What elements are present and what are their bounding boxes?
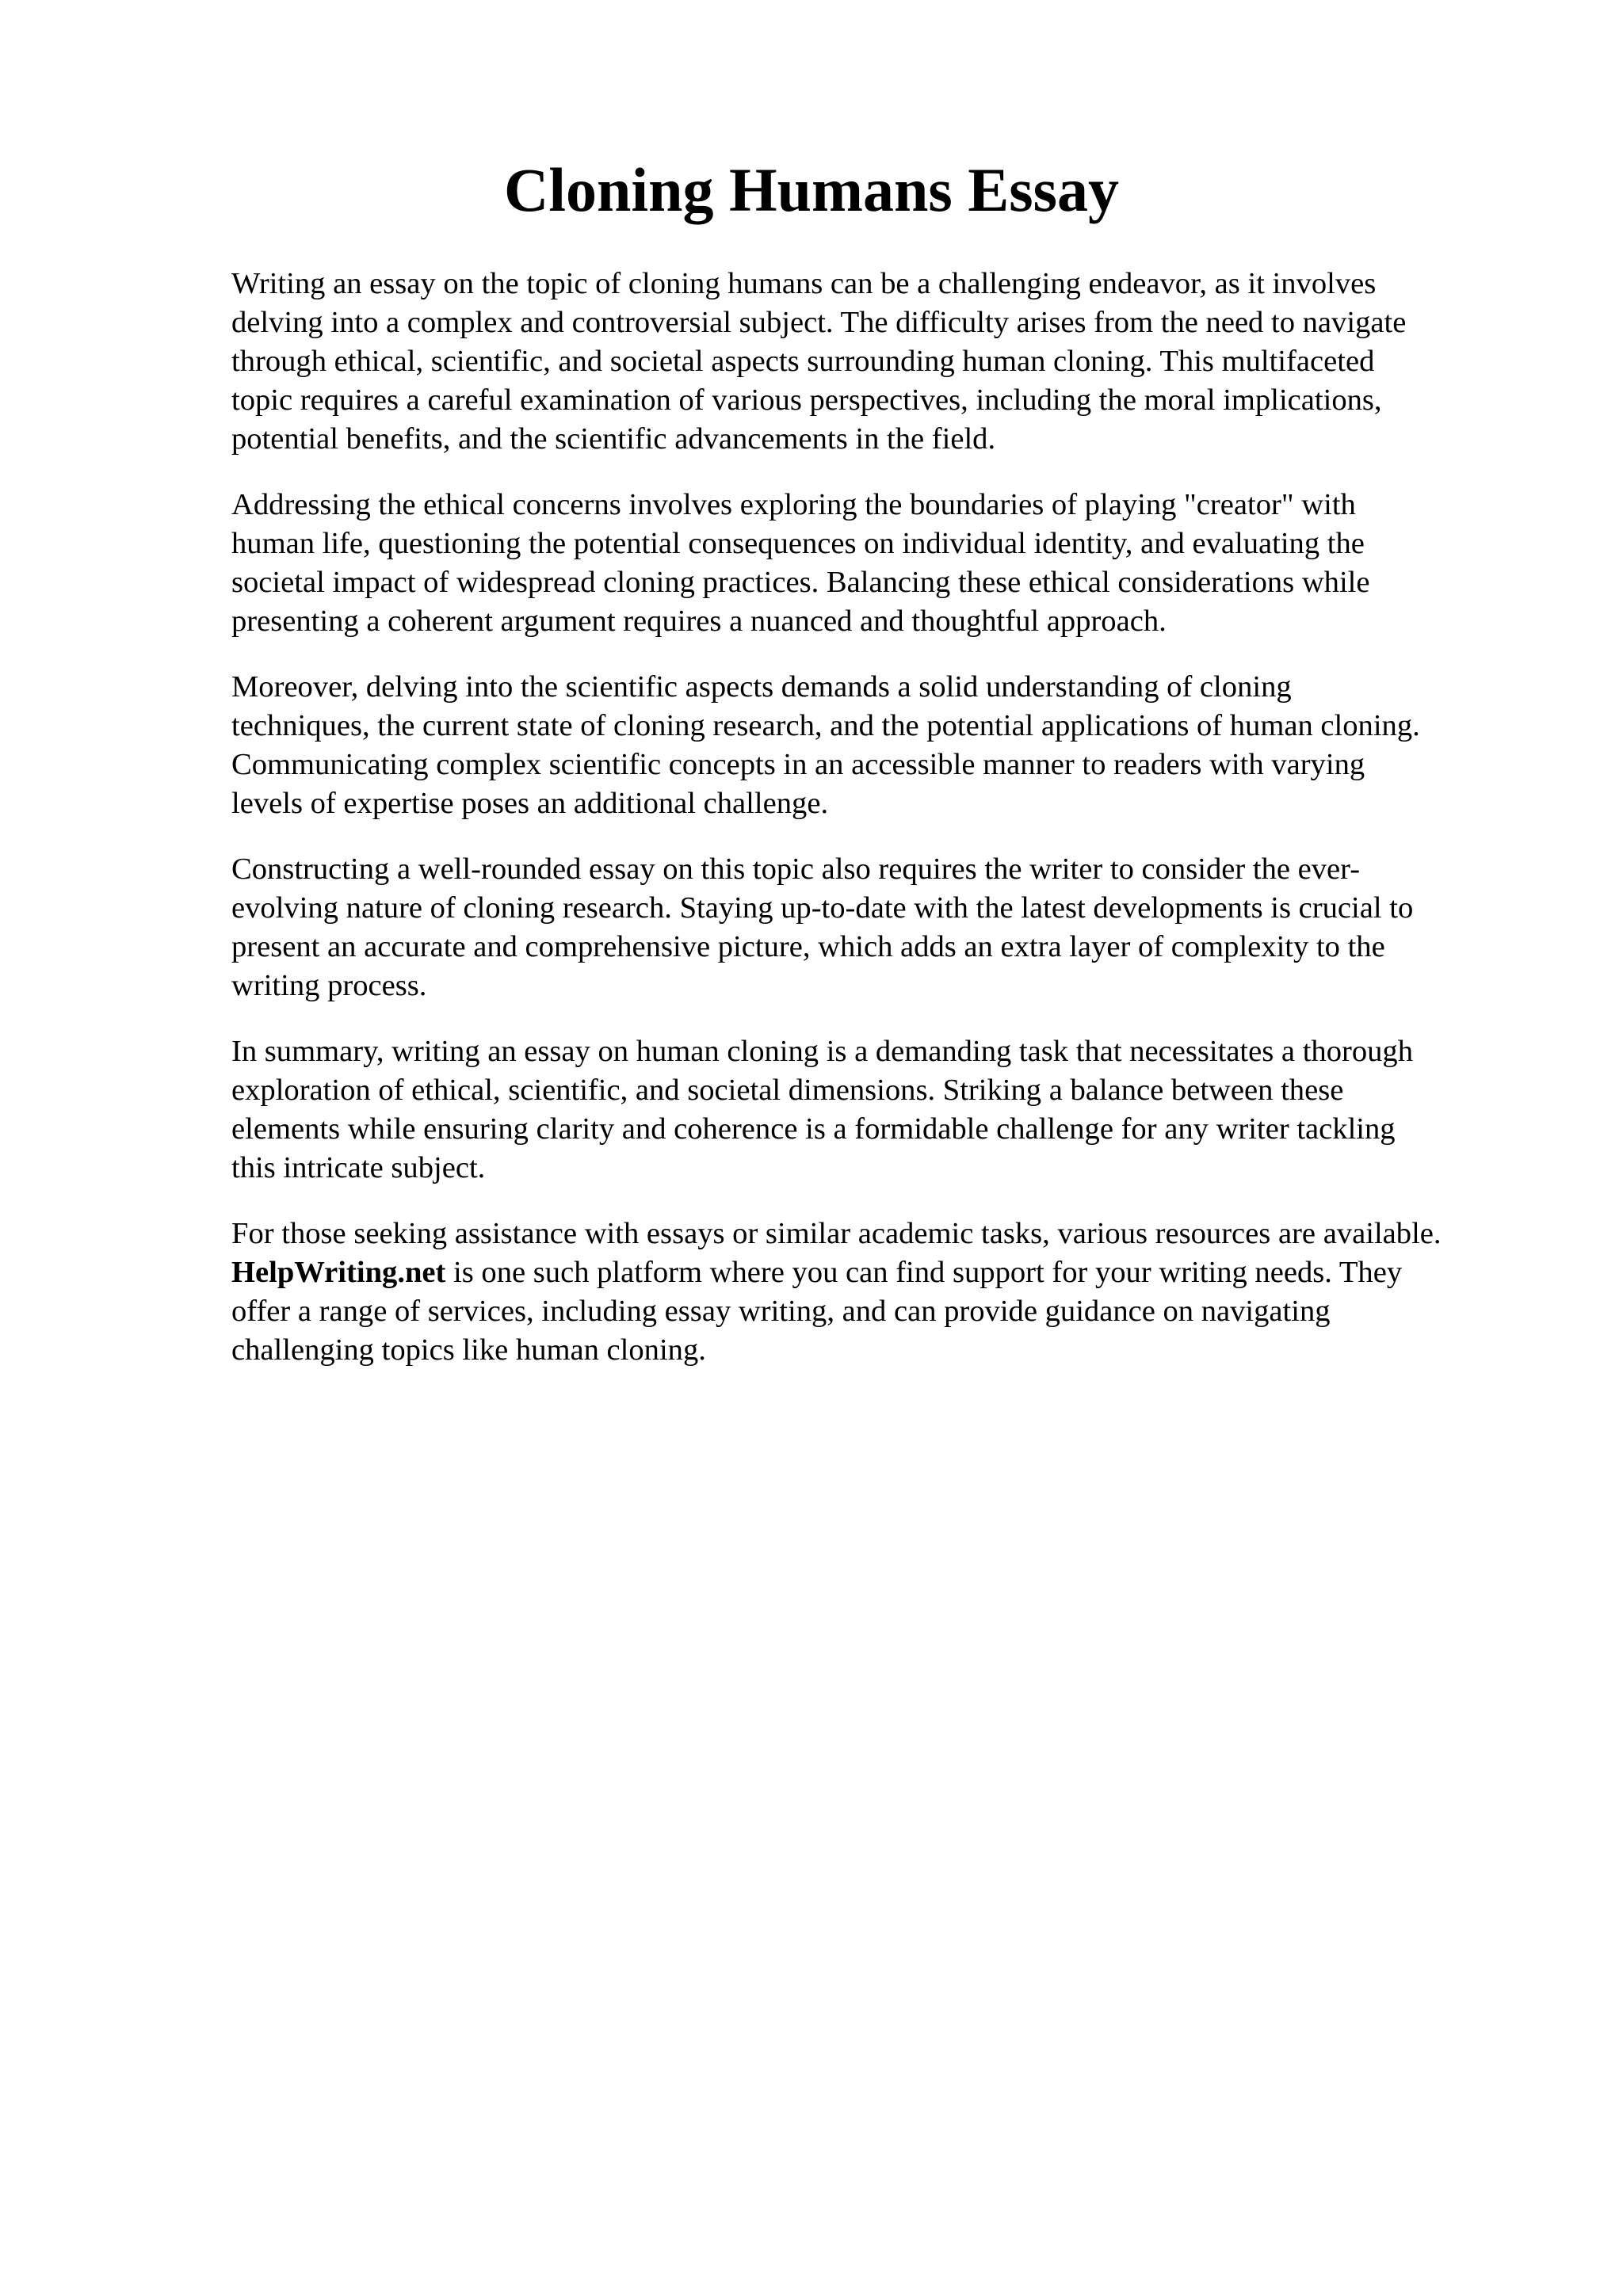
text-line: For those seeking assistance with essays or similar academic tasks, various resources are available.	[231, 1217, 1442, 1250]
text-line: present an accurate and comprehensive picture, which adds an extra layer of complexity to the	[231, 930, 1385, 963]
text-line: elements while ensuring clarity and coherence is a formidable challenge for any writer tackling	[231, 1112, 1396, 1146]
text-line: challenging topics like human cloning.	[231, 1333, 706, 1367]
paragraph-6	[231, 1215, 1571, 1370]
paragraph-4	[231, 850, 1571, 1005]
text-line: In summary, writing an essay on human cloning is a demanding task that necessitates a thorough	[231, 1035, 1414, 1068]
text-line: offer a range of services, including essay writing, and can provide guidance on navigating	[231, 1295, 1331, 1328]
text-line: Communicating complex scientific concepts in an accessible manner to readers with varying	[231, 748, 1365, 781]
text-line: delving into a complex and controversial subject. The difficulty arises from the need to navigate	[231, 306, 1407, 339]
text-line: Moreover, delving into the scientific aspects demands a solid understanding of cloning	[231, 670, 1292, 704]
text-line: human life, questioning the potential consequences on individual identity, and evaluating the	[231, 527, 1365, 560]
essay-body	[231, 265, 1571, 1397]
text-line: through ethical, scientific, and societal aspects surrounding human cloning. This multifaceted	[231, 345, 1375, 378]
text-line: levels of expertise poses an additional challenge.	[231, 787, 829, 820]
brand-name: HelpWriting.net	[231, 1256, 446, 1289]
paragraph-5	[231, 1032, 1571, 1188]
paragraph-1	[231, 265, 1571, 459]
text-line: potential benefits, and the scientific advancements in the field.	[231, 422, 996, 456]
text-line: Writing an essay on the topic of cloning humans can be a challenging endeavor, as it involves	[231, 267, 1377, 300]
text-line: writing process.	[231, 969, 427, 1002]
text-line: presenting a coherent argument requires a nuanced and thoughtful approach.	[231, 605, 1167, 638]
page-title: Cloning Humans Essay	[504, 155, 1119, 224]
text-line: Constructing a well-rounded essay on this topic also requires the writer to consider the ever-	[231, 852, 1361, 886]
text-line: societal impact of widespread cloning practices. Balancing these ethical considerations while	[231, 566, 1370, 599]
text-line: Addressing the ethical concerns involves exploring the boundaries of playing "creator" with	[231, 488, 1356, 521]
text-line: this intricate subject.	[231, 1151, 486, 1184]
paragraph-2	[231, 486, 1571, 641]
text-line: topic requires a careful examination of various perspectives, including the moral implications,	[231, 383, 1382, 417]
text-fragment: is one such platform where you can find support for your writing needs. They	[445, 1256, 1403, 1289]
text-line	[231, 1253, 1571, 1292]
paragraph-3	[231, 668, 1571, 823]
text-line: exploration of ethical, scientific, and societal dimensions. Striking a balance between these	[231, 1074, 1344, 1107]
text-line: evolving nature of cloning research. Staying up-to-date with the latest developments is crucial to	[231, 891, 1414, 925]
text-line: techniques, the current state of cloning research, and the potential applications of human cloning.	[231, 709, 1420, 742]
